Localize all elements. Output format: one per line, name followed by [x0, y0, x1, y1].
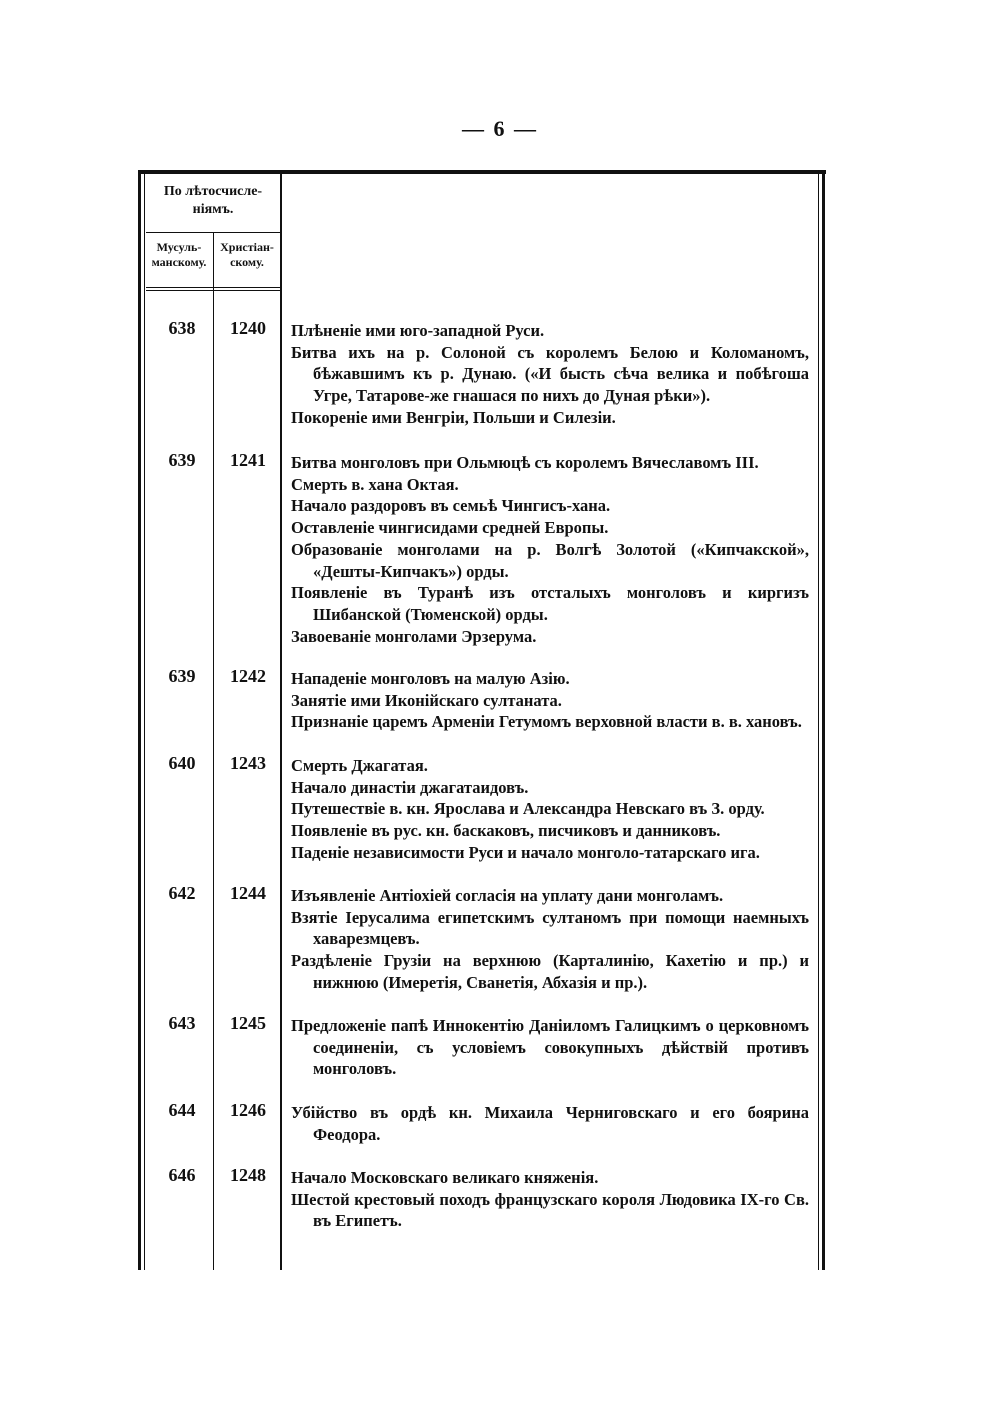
event-entry: Появленіе въ рус. кн. баскаковъ, писчиковъ и данниковъ.	[291, 821, 721, 841]
header-title: По лѣтосчисле-ніямъ.	[163, 184, 263, 217]
header-bottom-rule-double	[146, 290, 280, 291]
events-block	[291, 668, 809, 733]
year-christian: 1248	[230, 1165, 266, 1185]
header-christian-calendar: Христіан-скому.	[220, 240, 274, 269]
table-right-border	[822, 170, 825, 1270]
event-entry: Взятіе Іерусалима египетскимъ султаномъ при помощи наемныхъ хаварезмцевъ.	[291, 907, 809, 949]
year-christian: 1244	[230, 883, 266, 903]
year-muslim: 639	[168, 666, 196, 686]
header-muslim-calendar: Мусуль-манскому.	[151, 240, 207, 269]
year-christian: 1246	[230, 1100, 266, 1120]
header-bottom-rule	[146, 287, 280, 288]
year-muslim: 642	[168, 883, 196, 903]
event-entry: Предложеніе папѣ Иннокентію Даніиломъ Галицкимъ о церковномъ соединеніи, съ условіемъ совокупныхъ дѣйствій противъ монголовъ.	[291, 1016, 809, 1079]
year-christian: 1245	[230, 1013, 266, 1033]
events-block	[291, 755, 809, 864]
event-entry: Начало Московскаго великаго княженія.	[291, 1168, 599, 1187]
year-muslim: 639	[168, 450, 196, 470]
events-block	[291, 1102, 809, 1145]
event-entry: Оставленіе чингисидами средней Европы.	[291, 518, 609, 538]
event-entry: Завоеваніе монголами Эрзерума.	[291, 626, 537, 646]
table-right-inner-border	[818, 174, 819, 1270]
event-entry: Паденіе независимости Руси и начало монголо-татарскаго ига.	[291, 842, 760, 862]
header-separator	[146, 232, 280, 233]
year-muslim: 644	[168, 1100, 196, 1120]
year-christian: 1242	[230, 666, 266, 686]
table-top-border	[138, 170, 826, 174]
event-entry: Плѣненіе ими юго-западной Руси.	[291, 321, 545, 340]
year-christian: 1243	[230, 753, 266, 773]
events-block	[291, 1167, 809, 1232]
event-entry: Битва монголовъ при Ольмюцѣ съ королемъ Вячеславомъ III.	[291, 453, 759, 472]
event-entry: Начало раздоровъ въ семьѣ Чингисъ-хана.	[291, 496, 611, 516]
events-block	[291, 452, 809, 647]
event-entry: Образованіе монголами на р. Волгѣ Золотой («Кипчакской», «Дешты-Кипчакъ») орды.	[291, 539, 809, 581]
table-left-border	[138, 170, 141, 1270]
page-number: — 6 —	[462, 116, 538, 141]
event-entry: Раздѣленіе Грузіи на верхнюю (Карталинію, Кахетію и пр.) и нижнюю (Имеретія, Сванетія, Абхазія и пр.).	[291, 951, 809, 992]
event-entry: Занятіе ими Иконійскаго султаната.	[291, 690, 562, 710]
events-block	[291, 1015, 809, 1080]
event-entry: Изъявленіе Антіохіей согласія на уплату дани монголамъ.	[291, 886, 724, 905]
year-christian: 1241	[230, 450, 266, 470]
year-muslim: 638	[168, 318, 196, 338]
event-entry: Смерть Джагатая.	[291, 756, 428, 775]
event-entry: Начало династіи джагатаидовъ.	[291, 777, 529, 797]
year-christian: 1240	[230, 318, 266, 338]
event-entry: Появленіе въ Туранѣ изъ отсталыхъ монголовъ и киргизъ Шибанской (Тюменской) орды.	[291, 583, 809, 624]
year-muslim: 643	[168, 1013, 196, 1033]
year-column-divider	[213, 232, 214, 1270]
event-entry: Битва ихъ на р. Солоной съ королемъ Белою и Коломаномъ, бѣжавшимъ къ р. Дунаю. («И бысть сѣча велика и побѣгоша Угре, Татарове-же гнашася по нихъ до Дуная рѣки»).	[291, 342, 809, 406]
events-block	[291, 320, 809, 429]
year-muslim: 646	[168, 1165, 196, 1185]
event-entry: Признаніе царемъ Арменіи Гетумомъ верховной власти в. в. хановъ.	[291, 712, 802, 732]
event-entry: Покореніе ими Венгріи, Польши и Силезіи.	[291, 407, 616, 427]
event-entry: Шестой крестовый походъ французскаго короля Людовика IX-го Св. въ Египетъ.	[291, 1189, 809, 1231]
table-left-inner-border	[144, 174, 145, 1270]
year-muslim: 640	[168, 753, 196, 773]
event-entry: Нападеніе монголовъ на малую Азію.	[291, 669, 570, 688]
event-entry: Убійство въ ордѣ кн. Михаила Черниговскаго и его боярина Феодора.	[291, 1103, 809, 1144]
event-entry: Путешествіе в. кн. Ярослава и Александра Невскаго въ З. орду.	[291, 799, 765, 819]
event-entry: Смерть в. хана Октая.	[291, 474, 459, 494]
events-block	[291, 885, 809, 994]
events-column-divider	[280, 174, 282, 1270]
